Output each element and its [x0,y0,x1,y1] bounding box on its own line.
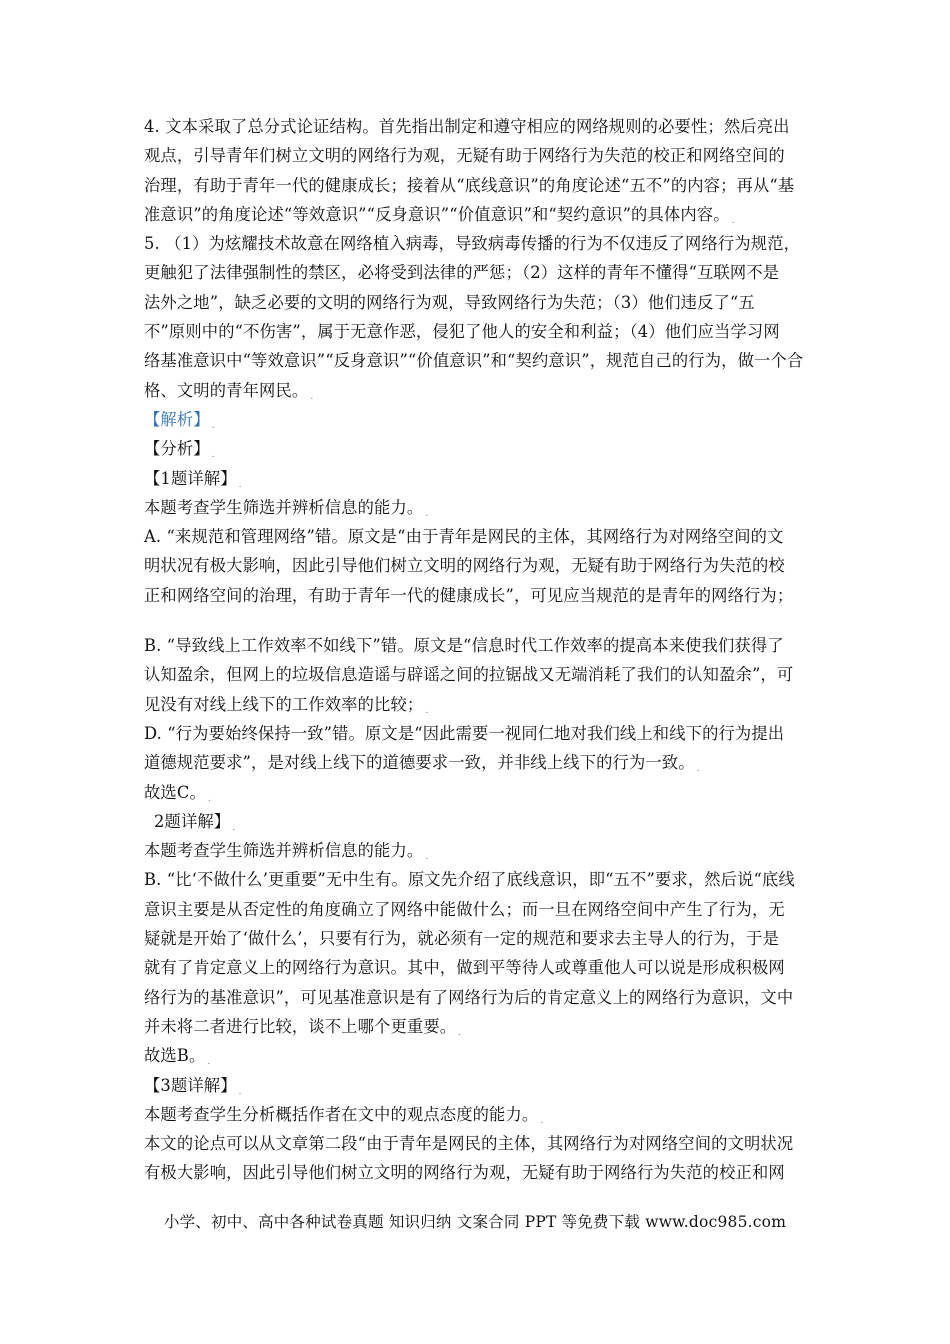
q1-intro: 本题考查学生筛选并辨析信息的能力。 . [144,497,429,519]
q1-option-a-line-3: 正和网络空间的治理，有助于青年一代的健康成长”，可见应当规范的是青年的网络行为； [144,585,794,605]
q2-option-b-line-6: 并未将二者进行比较，谈不上哪个更重要。 . [144,1016,462,1038]
q2-option-b-line-4: 就有了肯定意义上的网络行为意识。其中，做到平等待人或尊重他人可以说是形成积极网 [144,958,785,978]
q3-heading: 【3题详解】 . [144,1075,242,1097]
q2-option-b-line-3: 疑就是开始了‘做什么’，只要有行为，就必须有一定的规范和要求去主导人的行为，于是 [144,929,780,949]
answer-5-line-5: 络基准意识中“等效意识”“反身意识”“价值意识”和“契约意识”，规范自己的行为，做一个合 [144,351,804,371]
q1-option-a-line-1: A. “来规范和管理网络”错。原文是“由于青年是网民的主体，其网络行为对网络空间的文 [144,527,784,547]
q1-heading: 【1题详解】 . [144,468,242,490]
q1-option-d-line-2: 道德规范要求”，是对线上线下的道德要求一致，并非线上线下的行为一致。 . [144,753,700,775]
q1-option-b-line-3: 见没有对线上线下的工作效率的比较； . [144,694,429,716]
q2-heading: 2题详解】 . [154,811,236,833]
q1-answer: 故选C。 . [144,782,211,804]
q3-body-line-2: 有极大影响，因此引导他们树立文明的网络行为观，无疑有助于网络行为失范的校正和网 [144,1163,785,1183]
q2-option-b-line-2: 意识主要是从否定性的角度确立了网络中能做什么；而一旦在网络空间中产生了行为，无 [144,899,785,919]
q3-intro: 本题考查学生分析概括作者在文中的观点态度的能力。 . [144,1104,544,1126]
fenxi-heading: 【分析】 . [144,439,215,461]
answer-4-line-3: 治理，有助于青年一代的健康成长；接着从“底线意识”的角度论述“五不”的内容；再从“基 [144,175,795,195]
q2-answer: 故选B。 . [144,1046,211,1068]
q1-option-d-line-1: D. “行为要始终保持一致”错。原文是“因此需要一视同仁地对我们线上和线下的行为提出 [144,723,785,743]
answer-5-line-3: 法外之地”，缺乏必要的文明的网络行为观，导致网络行为失范；（3）他们违反了“五 [144,292,755,312]
answer-4-line-1: 4. 文本采取了总分式论证结构。首先指出制定和遵守相应的网络规则的必要性；然后亮出 [144,117,790,136]
page-footer: 小学、初中、高中各种试卷真题 知识归纳 文案合同 PPT 等免费下载 www.doc985.com [163,1213,787,1231]
answer-5-line-1: 5. （1）为炫耀技术故意在网络植入病毒，导致病毒传播的行为不仅违反了网络行为规范， [144,234,801,254]
q1-option-a-line-2: 明状况有极大影响，因此引导他们树立文明的网络行为观，无疑有助于网络行为失范的校 [144,556,785,576]
answer-4-line-2: 观点，引导青年们树立文明的网络行为观，无疑有助于网络行为失范的校正和网络空间的 [144,146,785,166]
analysis-heading-link[interactable]: 【解析】 . [144,409,215,431]
paragraph-gap [144,610,814,631]
answer-5-line-2: 更触犯了法律强制性的禁区，必将受到法律的严惩；（2）这样的青年不懂得“互联网不是 [144,263,780,283]
answer-5-line-6: 格、文明的青年网民。 . [144,380,314,402]
answer-4-line-4: 准意识”的角度论述“等效意识”“反身意识”“价值意识”和“契约意识”的具体内容。 . [144,204,735,226]
q1-option-b-line-2: 认知盈余，但网上的垃圾信息造谣与辟谣之间的拉锯战又无端消耗了我们的认知盈余”，可 [144,665,794,685]
q3-body-line-1: 本文的论点可以从文章第二段“由于青年是网民的主体，其网络行为对网络空间的文明状况 [144,1134,794,1154]
q2-option-b-line-5: 络行为的基准意识”，可见基准意识是有了网络行为后的肯定意义上的网络行为意识，文中 [144,987,794,1007]
q1-option-b-line-1: B. “导致线上工作效率不如线下”错。原文是“信息时代工作效率的提高本来使我们获得了 [144,636,784,656]
q2-option-b-line-1: B. “比‘不做什么’更重要”无中生有。原文先介绍了底线意识，即“五不”要求，然后说“底线 [144,870,795,890]
q2-intro: 本题考查学生筛选并辨析信息的能力。 . [144,841,429,863]
document-body [144,112,814,1188]
answer-5-line-4: 不”原则中的“不伤害”，属于无意作恶，侵犯了他人的安全和利益；（4）他们应当学习网 [144,322,780,342]
